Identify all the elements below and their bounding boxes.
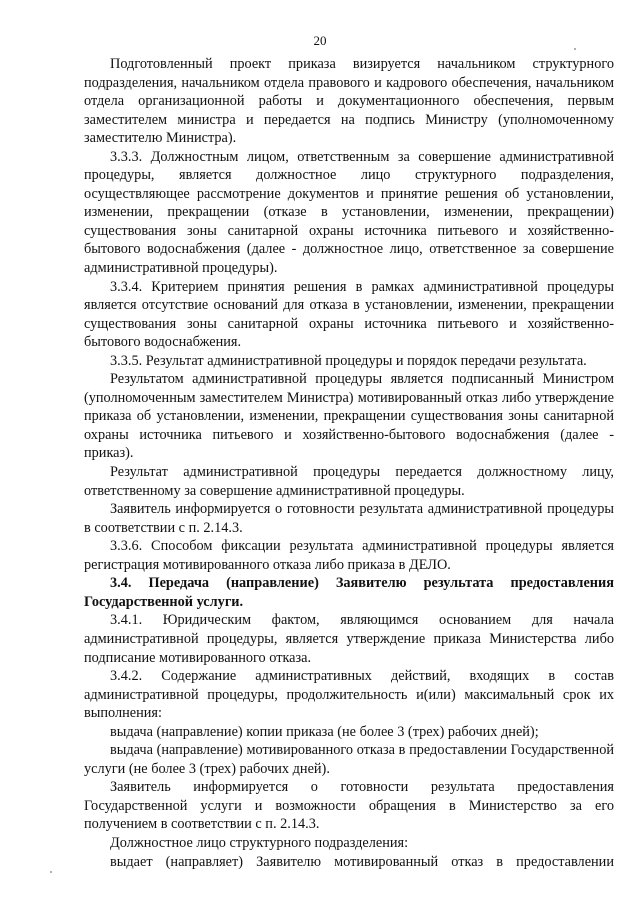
page-number: 20: [313, 33, 327, 48]
scan-speck: [50, 871, 52, 873]
paragraph-p14: Заявитель информируется о готовности результата предоставления Государственной услуги и возможности обращения в Министерство за его получением в соответствии с п. 2.14.3.: [84, 779, 614, 833]
paragraph-p16: выдает (направляет) Заявителю мотивированный отказ в предоставлении: [110, 853, 614, 870]
paragraph-p1: Подготовленный проект приказа визируется начальником структурного подразделения, начальником отдела правового и кадрового обеспечения, начальником отдела организационной работы и документационного обеспечения, первым заместителем министра и передается на подпись Министру (уполномоченному заместителю Министра).: [84, 56, 614, 147]
paragraph-p11: 3.4.2. Содержание административных действий, входящих в состав административной процедуры, продолжительность и(или) максимальный срок их выполнения:: [84, 668, 614, 722]
paragraph-p7: Заявитель информируется о готовности результата административной процедуры в соответствии с п. 2.14.3.: [84, 501, 614, 536]
paragraph-p12: выдача (направление) копии приказа (не более 3 (трех) рабочих дней);: [110, 723, 539, 740]
paragraph-p4: 3.3.5. Результат административной процедуры и порядок передачи результата.: [110, 352, 587, 369]
paragraph-p8: 3.3.6. Способом фиксации результата административной процедуры является регистрация мотивированного отказа либо приказа в ДЕЛО.: [84, 538, 614, 573]
scan-speck: [574, 48, 576, 50]
paragraph-p5: Результатом административной процедуры является подписанный Министром (уполномоченным заместителем Министра) мотивированный отказ либо утверждение приказа об установлении, изменении, прекращении существования зоны санитарной охраны источника питьевого и хозяйственно-бытового водоснабжения (далее - приказ).: [84, 371, 614, 462]
paragraph-p9: 3.4. Передача (направление) Заявителю результата предоставления Государственной услуги.: [84, 575, 614, 610]
document-body: [84, 55, 614, 871]
paragraph-p6: Результат административной процедуры передается должностному лицу, ответственному за совершение административной процедуры.: [84, 464, 614, 499]
paragraph-p15: Должностное лицо структурного подразделения:: [110, 834, 409, 851]
paragraph-p10: 3.4.1. Юридическим фактом, являющимся основанием для начала административной процедуры, является утверждение приказа Министерства либо подписание мотивированного отказа.: [84, 612, 614, 666]
paragraph-p13: выдача (направление) мотивированного отказа в предоставлении Государственной услуги (не более 3 (трех) рабочих дней).: [84, 742, 614, 777]
paragraph-p3: 3.3.4. Критерием принятия решения в рамках административной процедуры является отсутствие оснований для отказа в установлении, изменении, прекращении существования зоны санитарной охраны источника питьевого и хозяйственно-бытового водоснабжения.: [84, 278, 614, 351]
paragraph-p2: 3.3.3. Должностным лицом, ответственным за совершение административной процедуры, является должностное лицо структурного подразделения, осуществляющее рассмотрение документов и принятие решения об установлении, изменении, прекращении (отказе в установлении, изменении, прекращении) существования зоны санитарной охраны источника питьевого и хозяйственно-бытового водоснабжения (далее - должностное лицо, ответственное за совершение административной процедуры).: [84, 148, 614, 277]
